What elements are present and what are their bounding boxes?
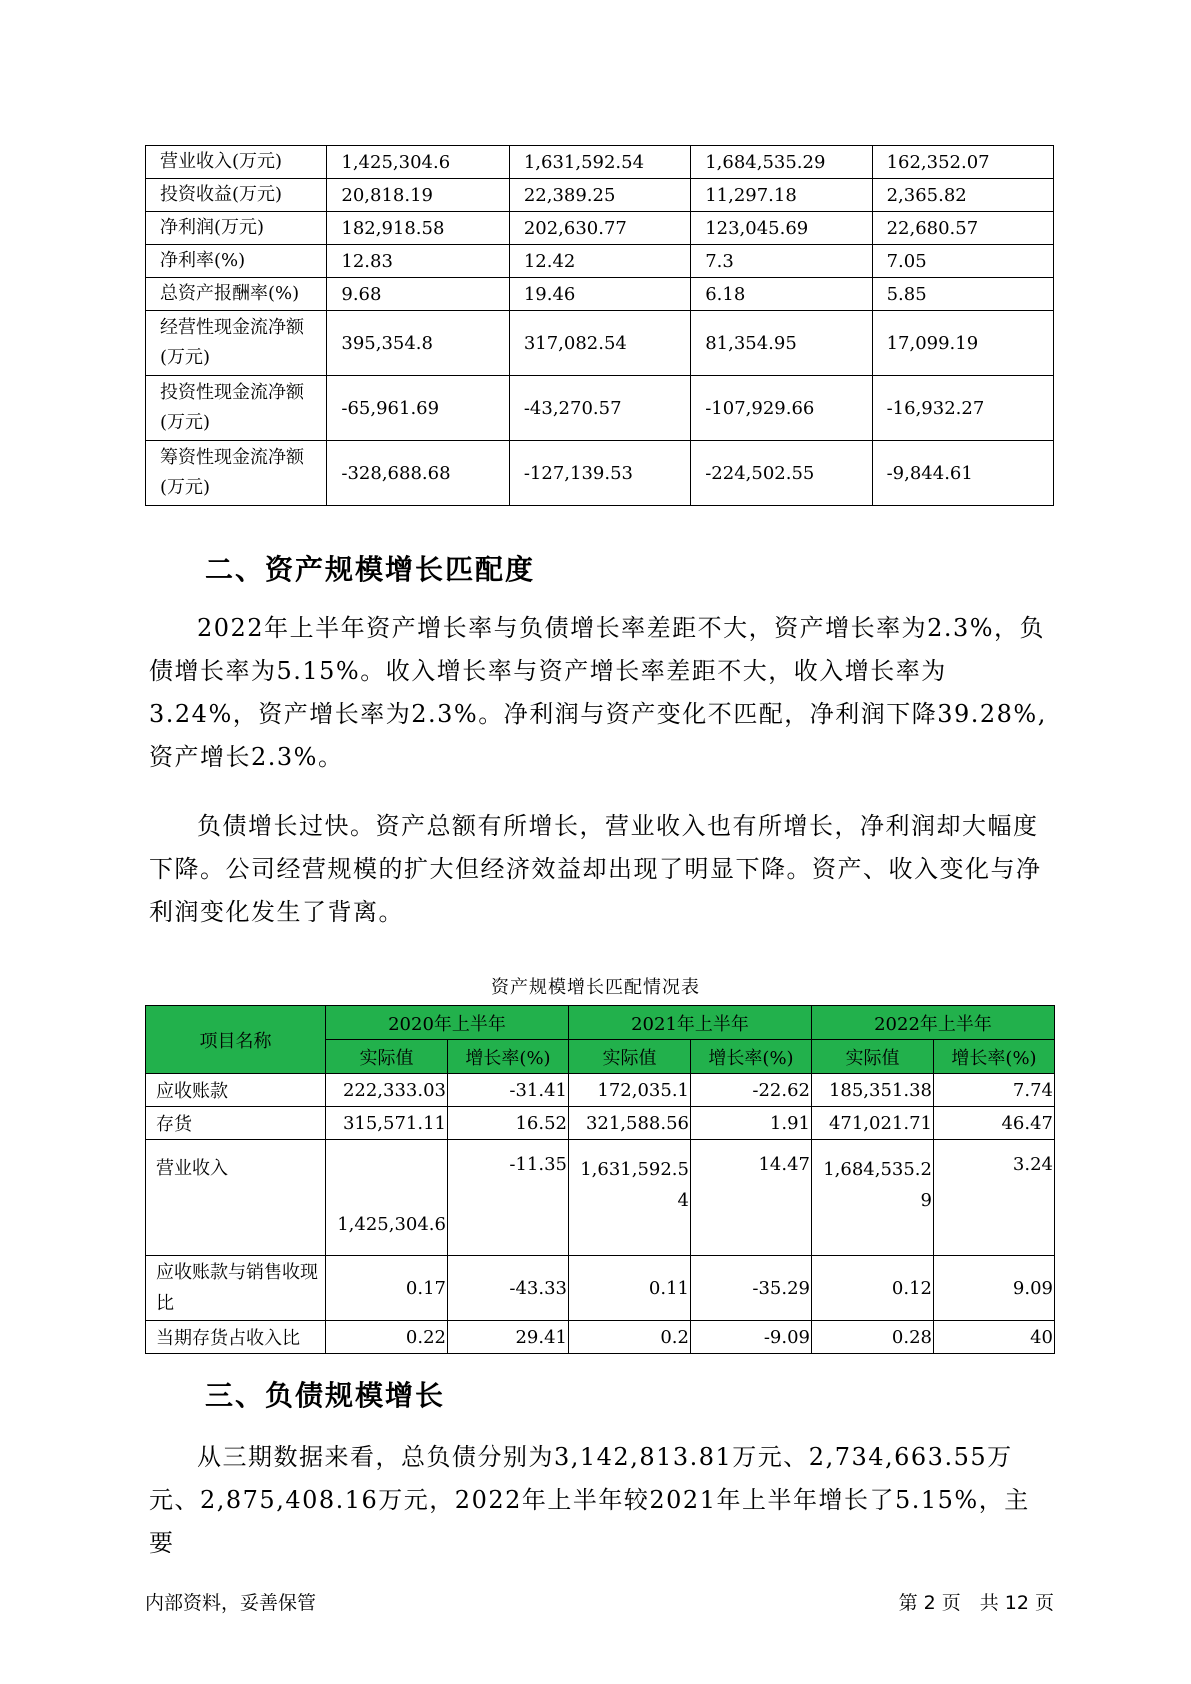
column-header: 增长率(%) [448,1040,569,1074]
column-header: 增长率(%) [691,1040,812,1074]
table-cell: -35.29 [691,1256,812,1321]
table-cell: 22,389.25 [509,179,690,212]
table-row [146,376,1054,441]
table-cell: -328,688.68 [327,441,509,506]
table-cell: 12.42 [509,245,690,278]
table-cell: 40 [934,1321,1055,1354]
table-row [146,179,1054,212]
table-row [146,311,1054,376]
table-cell: 0.2 [569,1321,691,1354]
table-cell: 14.47 [691,1140,812,1256]
table-cell: 1.91 [691,1107,812,1140]
table-cell: 222,333.03 [326,1074,448,1107]
table-cell: -16,932.27 [872,376,1053,441]
table-row [146,245,1054,278]
table-cell: -127,139.53 [509,441,690,506]
table-row [146,441,1054,506]
table-cell: -31.41 [448,1074,569,1107]
row-label: 应收账款 [146,1074,326,1107]
table-cell: 1,684,535.29 [812,1140,934,1256]
table-cell: -43.33 [448,1256,569,1321]
table-row [146,146,1054,179]
table-cell: -224,502.55 [691,441,872,506]
table-cell: 0.12 [812,1256,934,1321]
table-cell: 0.11 [569,1256,691,1321]
table-cell: 1,631,592.54 [569,1140,691,1256]
table-cell: -43,270.57 [509,376,690,441]
table-cell: 5.85 [872,278,1053,311]
table-cell: 7.74 [934,1074,1055,1107]
matching-table [145,1005,1055,1354]
table-cell: 123,045.69 [691,212,872,245]
column-header: 实际值 [326,1040,448,1074]
table-cell: 315,571.11 [326,1107,448,1140]
table-cell: 395,354.8 [327,311,509,376]
table-cell: 0.28 [812,1321,934,1354]
table-cell: 16.52 [448,1107,569,1140]
footer-confidential-note: 内部资料，妥善保管 [145,1592,317,1614]
table-cell: 0.17 [326,1256,448,1321]
body-paragraph: 从三期数据来看，总负债分别为3,142,813.81万元、2,734,663.55万元、2,875,408.16万元，2022年上半年较2021年上半年增长了5.15%，主要 [149,1443,1030,1557]
table-cell: 46.47 [934,1107,1055,1140]
table-cell: 182,918.58 [327,212,509,245]
body-paragraph: 负债增长过快。资产总额有所增长，营业收入也有所增长，净利润却大幅度下降。公司经营规模的扩大但经济效益却出现了明显下降。资产、收入变化与净利润变化发生了背离。 [149,812,1042,926]
table-cell: 7.05 [872,245,1053,278]
row-label: 净利率(%) [146,245,327,278]
table-cell: 317,082.54 [509,311,690,376]
row-label: 营业收入 [146,1140,326,1256]
table-cell: -9.09 [691,1321,812,1354]
table-row [146,1256,1055,1321]
table-header-row [146,1006,1055,1040]
row-label: 净利润(万元) [146,212,327,245]
table-cell: -107,929.66 [691,376,872,441]
row-label: 筹资性现金流净额(万元) [146,441,327,506]
financial-table [145,145,1054,506]
column-header: 实际值 [812,1040,934,1074]
table-cell: 9.09 [934,1256,1055,1321]
row-label: 当期存货占收入比 [146,1321,326,1354]
table-cell: 202,630.77 [509,212,690,245]
row-label: 存货 [146,1107,326,1140]
table-cell: 12.83 [327,245,509,278]
table-cell: 321,588.56 [569,1107,691,1140]
table-cell: 29.41 [448,1321,569,1354]
section-heading: 二、资产规模增长匹配度 [205,553,536,586]
table-cell: 11,297.18 [691,179,872,212]
table-cell: 172,035.1 [569,1074,691,1107]
column-header: 2022年上半年 [812,1006,1055,1040]
section-heading: 三、负债规模增长 [205,1379,446,1412]
table-row [146,1140,1055,1256]
table-cell: 9.68 [327,278,509,311]
table-cell: 0.22 [326,1321,448,1354]
row-label: 总资产报酬率(%) [146,278,327,311]
table-cell: 20,818.19 [327,179,509,212]
row-label: 营业收入(万元) [146,146,327,179]
table-cell: 7.3 [691,245,872,278]
row-label: 投资性现金流净额(万元) [146,376,327,441]
column-header: 项目名称 [146,1006,326,1074]
table-row [146,278,1054,311]
table-cell: 3.24 [934,1140,1055,1256]
table-row [146,212,1054,245]
column-header: 实际值 [569,1040,691,1074]
table-cell: -22.62 [691,1074,812,1107]
table-cell: 17,099.19 [872,311,1053,376]
table-cell: 1,425,304.6 [326,1140,448,1256]
row-label: 应收账款与销售收现比 [146,1256,326,1321]
row-label: 经营性现金流净额(万元) [146,311,327,376]
column-header: 增长率(%) [934,1040,1055,1074]
table-row [146,1107,1055,1140]
table-cell: 2,365.82 [872,179,1053,212]
table-cell: -65,961.69 [327,376,509,441]
row-label: 投资收益(万元) [146,179,327,212]
table-cell: 1,684,535.29 [691,146,872,179]
body-paragraph: 2022年上半年资产增长率与负债增长率差距不大，资产增长率为2.3%，负债增长率为5.15%。收入增长率与资产增长率差距不大，收入增长率为3.24%，资产增长率为2.3%。净利润与资产变化不匹配，净利润下降39.28%,资产增长2.3%。 [149,614,1047,771]
table-cell: -9,844.61 [872,441,1053,506]
table-cell: 6.18 [691,278,872,311]
table-row [146,1321,1055,1354]
column-header: 2020年上半年 [326,1006,569,1040]
table-cell: 162,352.07 [872,146,1053,179]
table-row [146,1074,1055,1107]
table-caption: 资产规模增长匹配情况表 [491,977,700,998]
table-cell: 471,021.71 [812,1107,934,1140]
table-cell: 19.46 [509,278,690,311]
table-cell: 1,425,304.6 [327,146,509,179]
table-cell: 1,631,592.54 [509,146,690,179]
table-cell: -11.35 [448,1140,569,1256]
column-header: 2021年上半年 [569,1006,812,1040]
table-cell: 185,351.38 [812,1074,934,1107]
table-cell: 81,354.95 [691,311,872,376]
table-cell: 22,680.57 [872,212,1053,245]
page-number: 第 2 页 共 12 页 [898,1592,1054,1614]
